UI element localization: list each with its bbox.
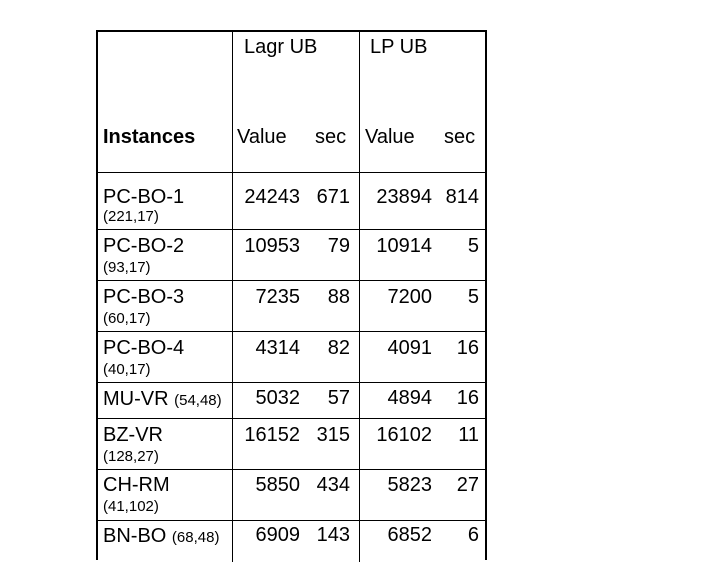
col-divider-lagr-lp	[359, 32, 360, 562]
row-6-lp-sec: 11	[458, 424, 479, 446]
row-8-dims: (68,48)	[171, 529, 220, 546]
row-6-lagr-value: 16152	[244, 424, 300, 446]
row-8-lagr-value: 6909	[255, 524, 300, 546]
row-4-dims: (40,17)	[103, 361, 151, 378]
row-4-lagr-sec: 82	[327, 337, 350, 359]
row-rule-7	[98, 520, 485, 521]
row-6-lagr-sec: 315	[316, 424, 350, 446]
row-8-lagr-sec: 143	[316, 524, 350, 546]
row-5-lp-value: 4894	[387, 387, 432, 409]
row-rule-6	[98, 469, 485, 470]
row-1-lp-sec: 814	[445, 186, 479, 208]
row-5-label	[103, 388, 222, 410]
header-lagr-sec: sec	[315, 126, 347, 148]
row-3-dims: (60,17)	[103, 310, 151, 327]
header-rule	[98, 172, 485, 173]
row-3-lp-sec: 5	[467, 286, 479, 308]
row-2-lagr-value: 10953	[244, 235, 300, 257]
row-6-dims: (128,27)	[103, 448, 159, 465]
row-8-label	[103, 525, 219, 547]
row-7-lp-sec: 27	[456, 474, 479, 496]
row-1-dims: (221,17)	[103, 208, 159, 225]
row-1-lagr-sec: 671	[316, 186, 350, 208]
row-rule-1	[98, 229, 485, 230]
row-2-name: PC-BO-2	[103, 235, 185, 257]
row-5-lagr-value: 5032	[255, 387, 300, 409]
row-8-name: BN-BO	[103, 525, 167, 547]
row-rule-3	[98, 331, 485, 332]
row-1-lp-value: 23894	[376, 186, 432, 208]
row-7-lp-value: 5823	[387, 474, 432, 496]
row-rule-2	[98, 280, 485, 281]
row-4-lp-sec: 16	[456, 337, 479, 359]
row-3-lagr-value: 7235	[255, 286, 300, 308]
row-5-lagr-sec: 57	[327, 387, 350, 409]
row-1-name: PC-BO-1	[103, 186, 185, 208]
row-8-lp-value: 6852	[387, 524, 432, 546]
row-7-dims: (41,102)	[103, 498, 159, 515]
row-7-lagr-value: 5850	[255, 474, 300, 496]
row-4-lagr-value: 4314	[255, 337, 300, 359]
row-7-lagr-sec: 434	[316, 474, 350, 496]
row-2-lagr-sec: 79	[327, 235, 350, 257]
row-2-lp-value: 10914	[376, 235, 432, 257]
header-instances: Instances	[103, 126, 196, 148]
row-5-name: MU-VR	[103, 388, 169, 410]
row-3-lp-value: 7200	[387, 286, 432, 308]
header-lp-value: Value	[365, 126, 415, 148]
row-rule-4	[98, 382, 485, 383]
header-lagr-ub: Lagr UB	[244, 36, 318, 58]
row-2-lp-sec: 5	[467, 235, 479, 257]
header-lagr-value: Value	[237, 126, 287, 148]
header-lp-sec: sec	[444, 126, 476, 148]
row-6-name: BZ-VR	[103, 424, 163, 446]
row-4-name: PC-BO-4	[103, 337, 185, 359]
row-8-lp-sec: 6	[467, 524, 479, 546]
row-rule-5	[98, 418, 485, 419]
row-3-name: PC-BO-3	[103, 286, 185, 308]
row-1-lagr-value: 24243	[244, 186, 300, 208]
row-4-lp-value: 4091	[387, 337, 432, 359]
row-6-lp-value: 16102	[376, 424, 432, 446]
header-lp-ub: LP UB	[370, 36, 428, 58]
row-2-dims: (93,17)	[103, 259, 151, 276]
row-3-lagr-sec: 88	[327, 286, 350, 308]
row-5-dims: (54,48)	[174, 392, 222, 409]
row-5-lp-sec: 16	[456, 387, 479, 409]
row-7-name: CH-RM	[103, 474, 170, 496]
